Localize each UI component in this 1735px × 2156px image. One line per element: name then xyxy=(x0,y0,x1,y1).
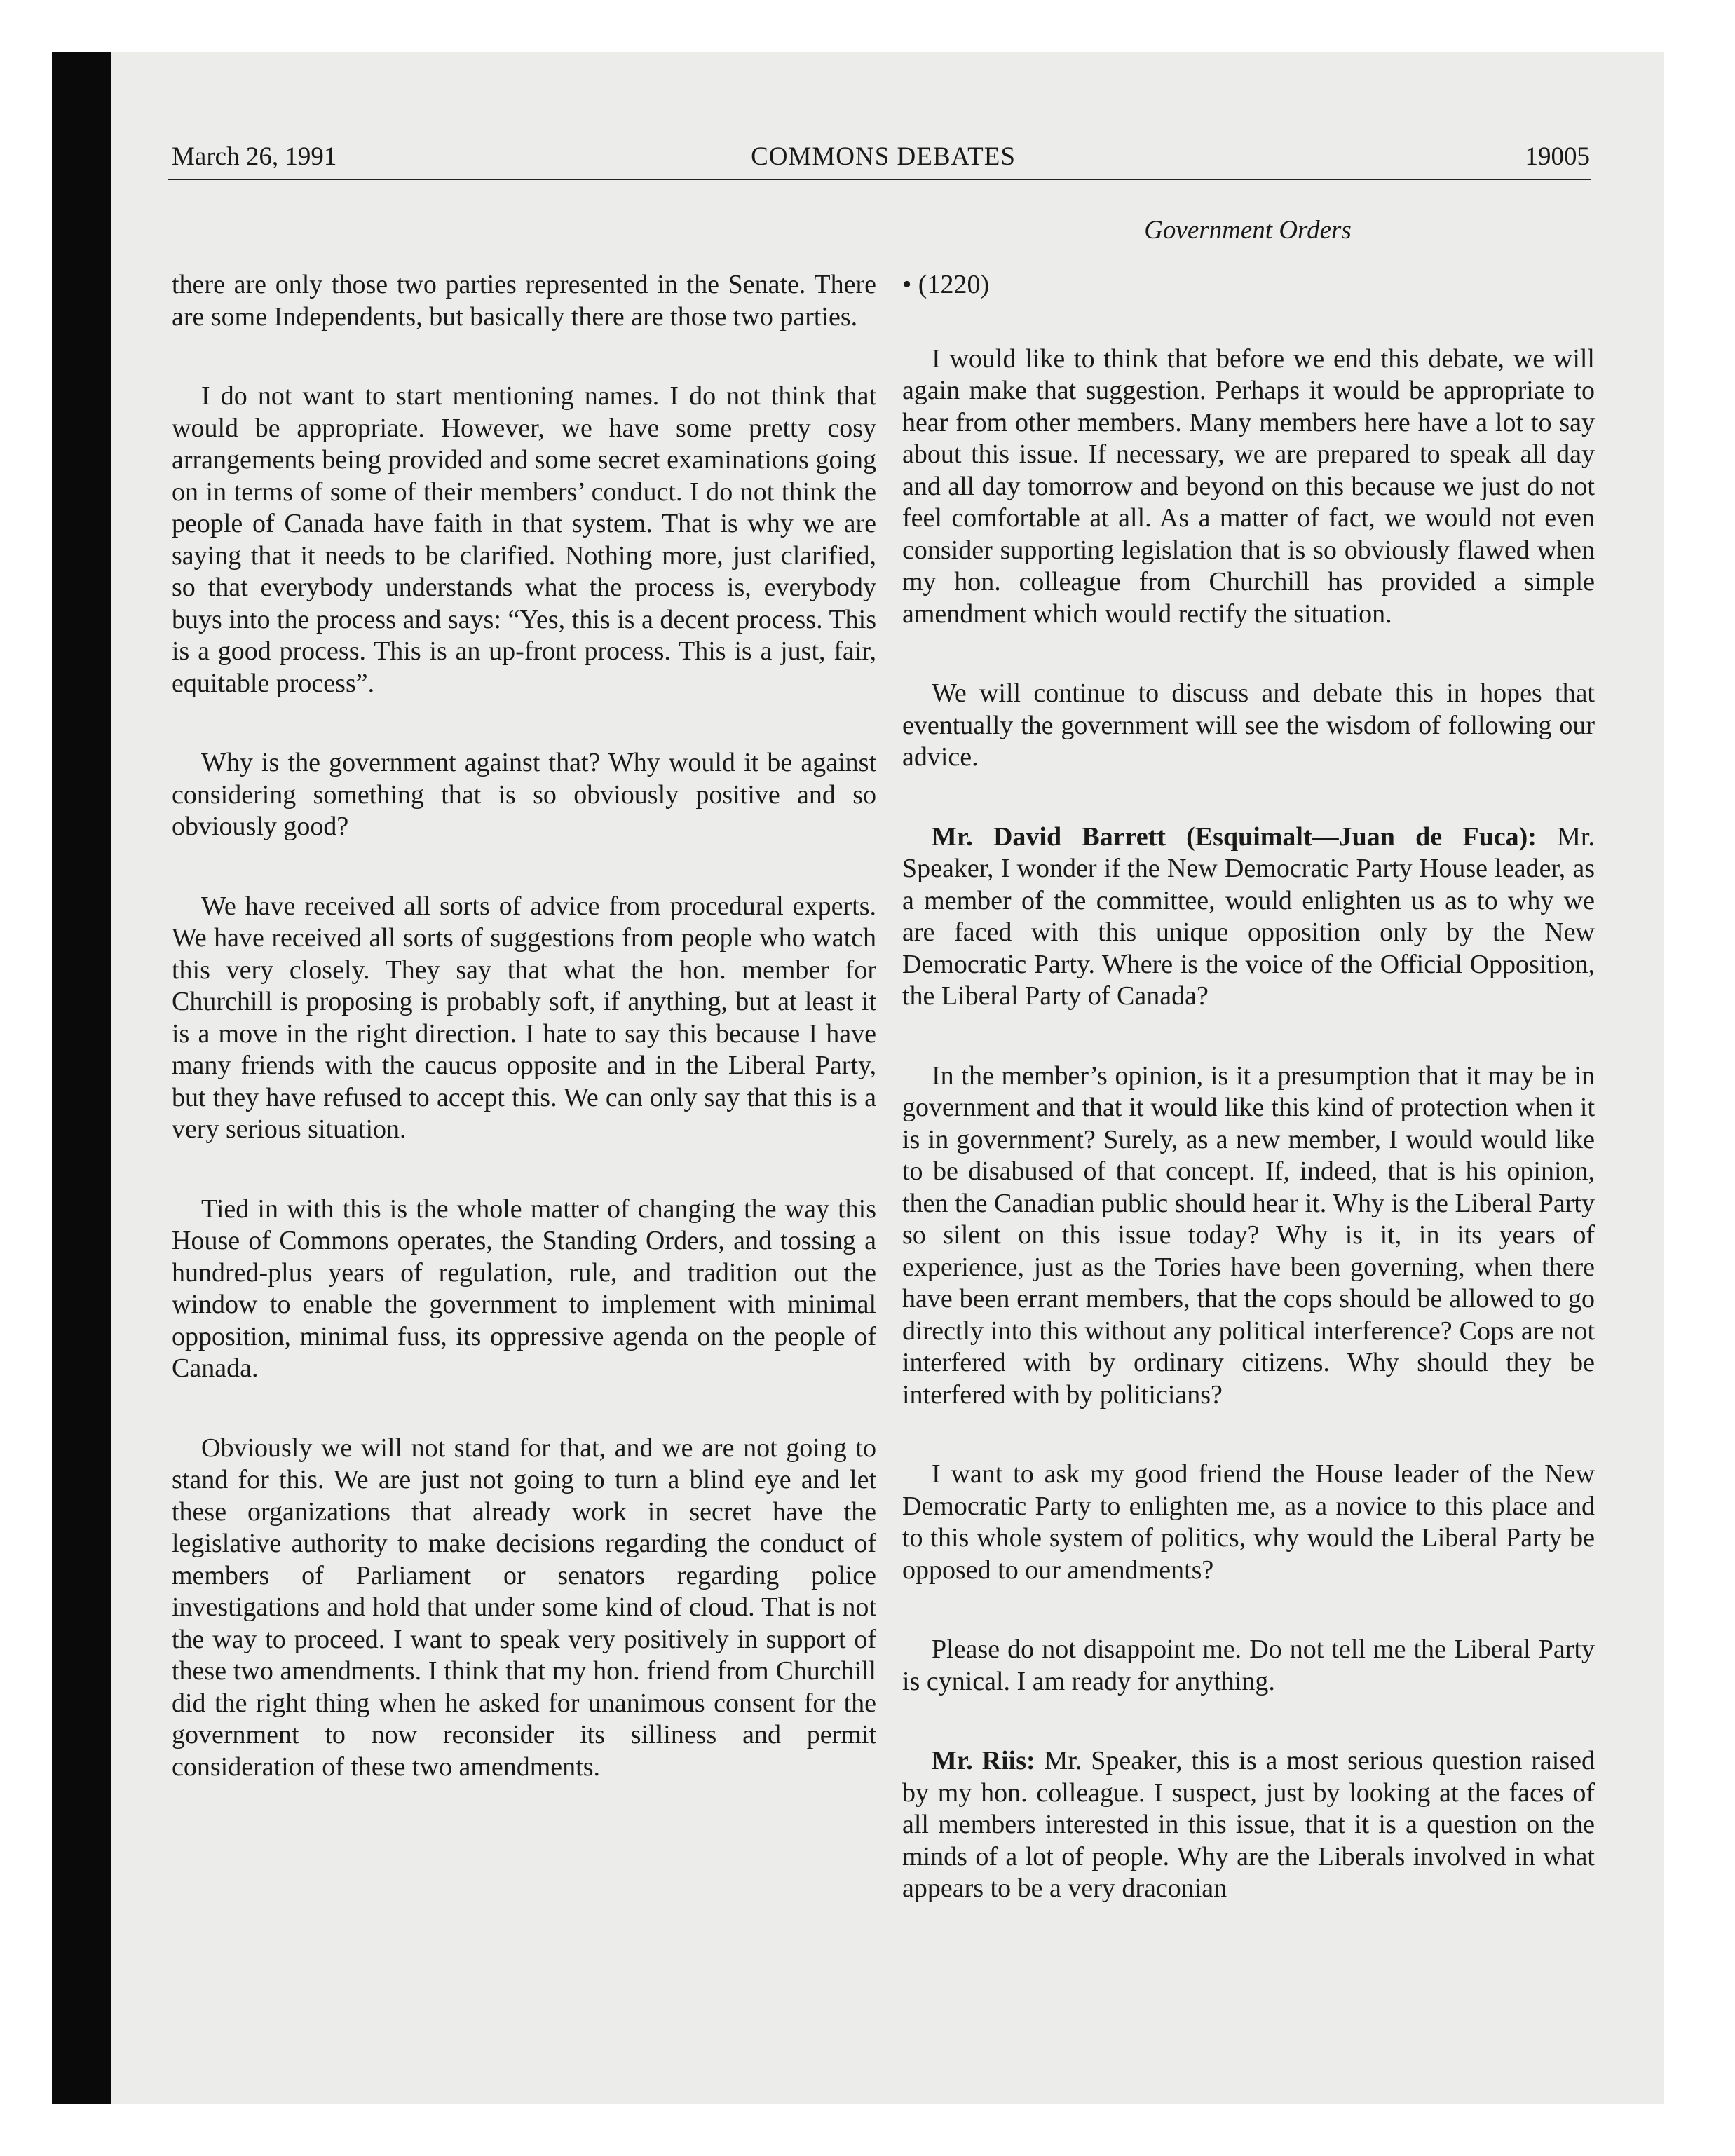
paragraph: In the member’s opinion, is it a presumption that it may be in government and that it would like this kind of protection when it is in government? Surely, as a new member, I would would like to be disabused of that concept. If, indeed, that is his opinion, then the Canadian public should hear it. Why is the Liberal Party so silent on this issue today? Why is it, in its years of experience, just as the Tories have been governing, when there have been errant members, that the cops should be allowed to go directly into this without any political interference? Cops are not interfered with by ordinary citizens. Why should they be interfered with by politicians? xyxy=(902,1060,1595,1410)
timestamp: • (1220) xyxy=(902,270,990,299)
paragraph: We have received all sorts of advice from procedural experts. We have received all sorts of suggestions from people who watch this very closely. They say that what the hon. member for Churchill is proposing is probably soft, if anything, but at least it is a move in the right direction. I hate to say this because I have many friends with the caucus opposite and in the Liberal Party, but they have refused to accept this. We can only say that this is a very serious situation. xyxy=(172,891,876,1144)
speech-text: Mr. Speaker, I wonder if the New Democratic Party House leader, as a member of the committee, would enlighten us as to why we are faced with this unique opposition only by the New Democratic Party. Where is the voice of the Official Opposition, the Liberal Party of Canada? xyxy=(902,821,1595,1011)
paragraph: I do not want to start mentioning names. I do not think that would be appropriate. However, we have some pretty cosy arrangements being provided and some secret examinations going on in terms of some of their members’ conduct. I do not think the people of Canada have faith in that system. That is why we are saying that it needs to be clarified. Nothing more, just clarified, so that everybody understands what the process is, everybody buys into the process and says: “Yes, this is a decent process. This is a good process. This is an up-front process. This is a just, fair, equitable process”. xyxy=(172,381,876,698)
paragraph: Please do not disappoint me. Do not tell me the Liberal Party is cynical. I am ready for anything. xyxy=(902,1635,1595,1696)
speech-riis xyxy=(902,1745,1595,1905)
speech-barrett xyxy=(902,821,1595,1013)
speaker-name: Mr. Riis: xyxy=(932,1746,1035,1775)
paragraph: Tied in with this is the whole matter of changing the way this House of Commons operates, the Standing Orders, and tossing a hundred-plus years of regulation, rule, and tradition out the window to enable the government to implement with minimal opposition, minimal fuss, its oppressive agenda on the people of Canada. xyxy=(172,1194,876,1383)
speech-text: Mr. Speaker, this is a most serious question raised by my hon. colleague. I suspect, just by looking at the faces of all members interested in this issue, that it is a question on the minds of a lot of people. Why are the Liberals involved in what appears to be a very draconian xyxy=(902,1746,1595,1903)
speaker-name: Mr. David Barrett (Esquimalt—Juan de Fuca): xyxy=(932,821,1537,852)
header-title: COMMONS DEBATES xyxy=(751,142,1016,171)
paragraph: I would like to think that before we end this debate, we will again make that suggestion. Perhaps it would be appropriate to hear from other members. Many members here have a lot to say about this issue. If necessary, we are prepared to speak all day and all day tomorrow and beyond on this because we just do not feel comfortable at all. As a matter of fact, we would not even consider supporting legislation that is so obviously flawed when my hon. colleague from Churchill has provided a simple amendment which would rectify the situation. xyxy=(902,343,1595,629)
scan-edge-bar xyxy=(52,52,111,2104)
right-column xyxy=(902,269,1595,1953)
paragraph: We will continue to discuss and debate this in hopes that eventually the government will see the wisdom of following our advice. xyxy=(902,678,1595,772)
paragraph: Obviously we will not stand for that, and we are not going to stand for this. We are just not going to turn a blind eye and let these organizations that already work in secret have the legislative authority to make decisions regarding the conduct of members of Parliament or senators regarding police investigations and hold that under some kind of cloud. That is not the way to proceed. I want to speak very positively in support of these two amendments. I think that my hon. friend from Churchill did the right thing when he asked for unanimous consent for the government to now reconsider its silliness and permit consideration of these two amendments. xyxy=(172,1433,876,1782)
paragraph: there are only those two parties represented in the Senate. There are some Independents, but basically there are those two parties. xyxy=(172,270,876,332)
section-label: Government Orders xyxy=(1144,216,1352,245)
header-date: March 26, 1991 xyxy=(172,142,337,171)
page-number: 19005 xyxy=(1525,142,1590,171)
left-column xyxy=(172,269,876,1831)
paragraph: I want to ask my good friend the House leader of the New Democratic Party to enlighten me, as a novice to this place and to this whole system of politics, why would the Liberal Party be opposed to our amendments? xyxy=(902,1459,1595,1585)
header-rule xyxy=(168,179,1591,180)
paragraph: Why is the government against that? Why would it be against considering something that is so obviously positive and so obviously good? xyxy=(172,748,876,841)
